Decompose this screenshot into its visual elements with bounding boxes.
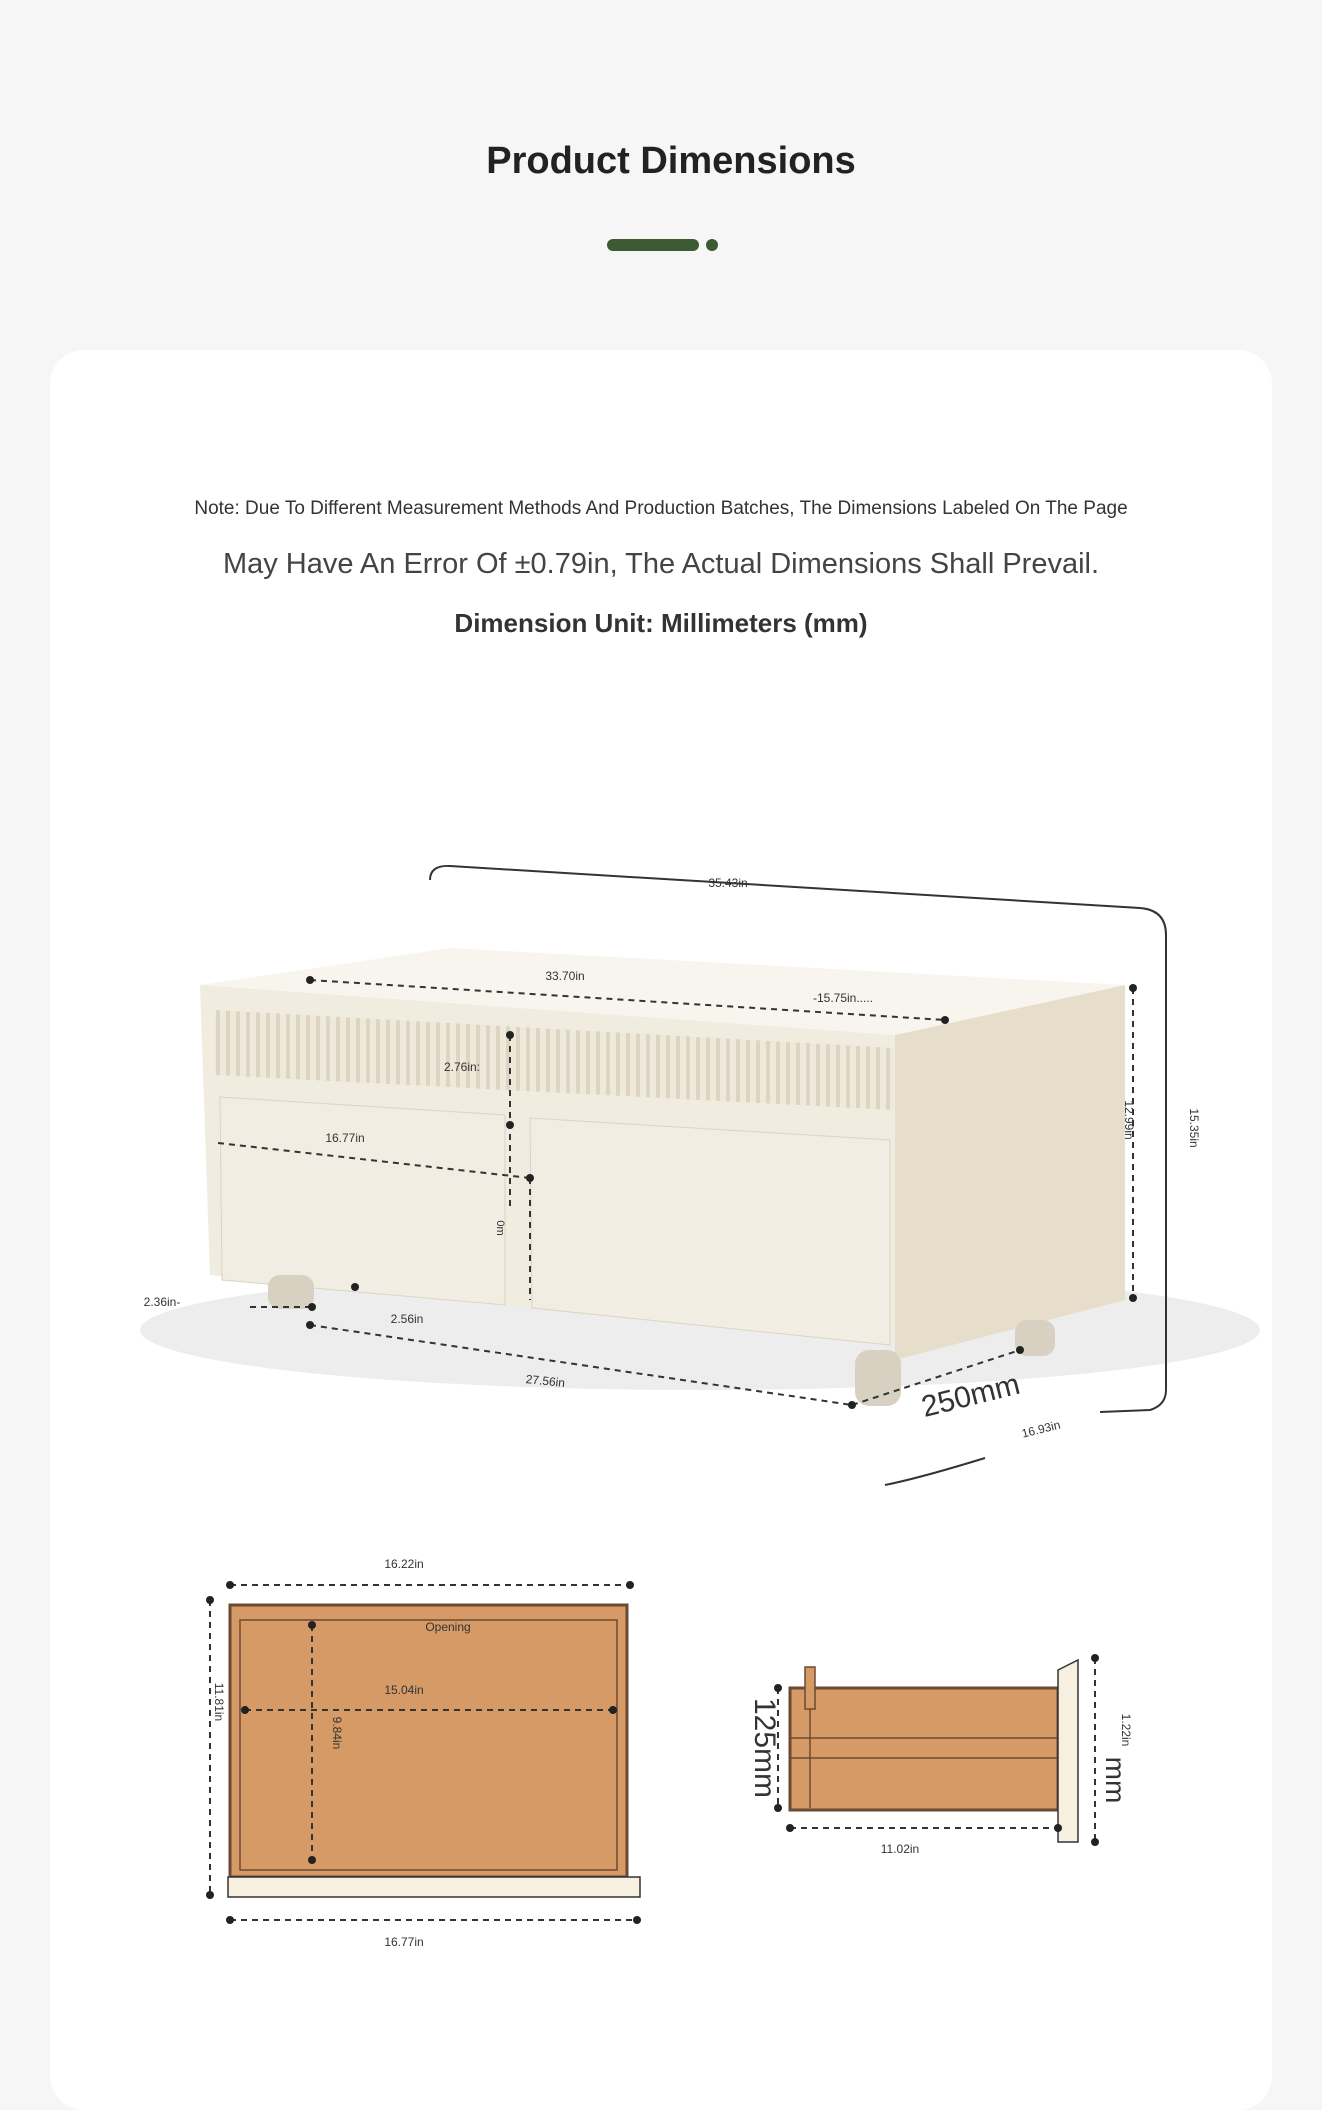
page-title: Product Dimensions bbox=[486, 140, 856, 182]
dimension-unit: Dimension Unit: Millimeters (mm) bbox=[454, 608, 868, 638]
inner-height-label: 9.84in bbox=[330, 1716, 344, 1750]
inner-width-label: 15.04in bbox=[384, 1683, 424, 1697]
front-drawer-drawing bbox=[228, 1605, 640, 1897]
depth-mm-label: 250mm bbox=[918, 1367, 1024, 1424]
front-bottom-width-label: 16.77in bbox=[384, 1935, 424, 1949]
base-depth-label: 16.93in bbox=[1020, 1417, 1062, 1441]
drawer-width-label: 16.77in bbox=[325, 1131, 365, 1145]
opening-label: Opening bbox=[425, 1620, 471, 1634]
drawer-height-label: 2.76in: bbox=[443, 1060, 481, 1074]
side-drawer-box bbox=[790, 1688, 1058, 1810]
side-drawer-panel bbox=[1058, 1660, 1078, 1842]
cabinet-side bbox=[895, 985, 1125, 1360]
leg-inset-label: 2.56in bbox=[390, 1312, 424, 1326]
front-drawer-box bbox=[230, 1605, 627, 1877]
partial-label: 0m bbox=[494, 1220, 506, 1236]
top-depth-label: -15.75in..... bbox=[812, 991, 874, 1005]
overall-width-label: 35.43in bbox=[708, 876, 748, 890]
side-drawer-handle bbox=[805, 1667, 815, 1709]
leg-height-label: 2.36in- bbox=[143, 1295, 181, 1309]
lower-drawer-right bbox=[530, 1118, 890, 1345]
front-top-width-label: 16.22in bbox=[384, 1557, 424, 1571]
body-height-label: 12.99in bbox=[1122, 1100, 1136, 1140]
leg-front-left bbox=[268, 1275, 314, 1309]
side-partial-mm-label: mm bbox=[1100, 1756, 1131, 1804]
overall-height-label: 15.35in bbox=[1187, 1108, 1201, 1148]
top-width-label: 33.70in bbox=[545, 969, 585, 983]
side-depth-label: 11.02in bbox=[880, 1842, 920, 1856]
front-drawer-panel bbox=[228, 1877, 640, 1897]
leg-front-right bbox=[855, 1350, 901, 1406]
cabinet-illustration bbox=[140, 948, 1260, 1406]
outer-height-label: 11.81in bbox=[212, 1682, 226, 1722]
base-width-label: 27.56in bbox=[525, 1372, 566, 1391]
side-drawer-drawing bbox=[790, 1660, 1078, 1842]
lower-drawer-left bbox=[220, 1097, 505, 1305]
side-panel-height-label: 1.22in bbox=[1119, 1713, 1133, 1747]
side-height-mm-label: 125mm bbox=[748, 1697, 781, 1799]
measurement-note-line2: May Have An Error Of ±0.79in, The Actual Dimensions Shall Prevail. bbox=[222, 548, 1100, 580]
measurement-note-line1: Note: Due To Different Measurement Methods And Production Batches, The Dimensions Labeled On The Page bbox=[194, 498, 1128, 519]
